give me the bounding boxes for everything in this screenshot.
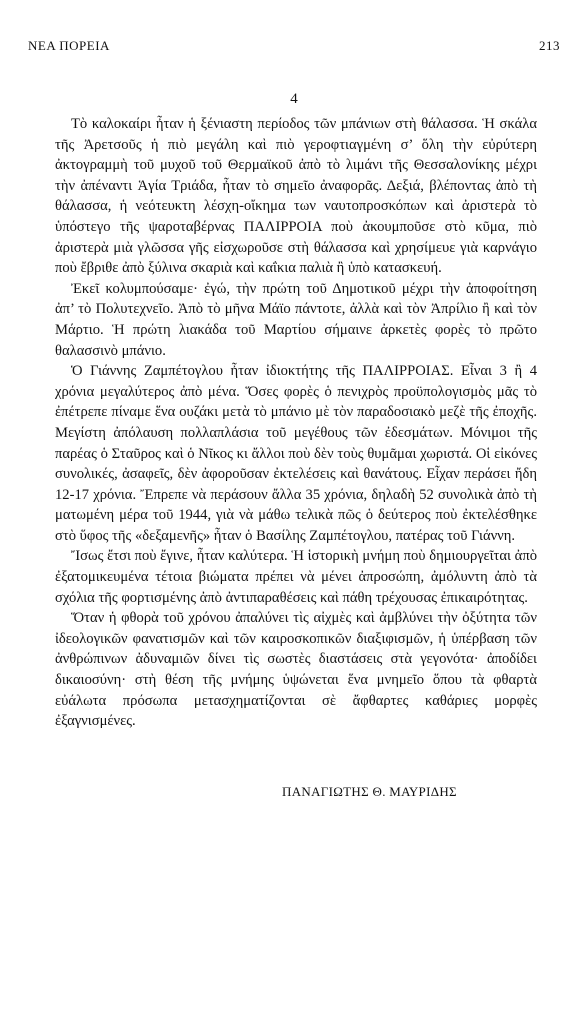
author-signature: ΠΑΝΑΓΙΩΤΗΣ Θ. ΜΑΥΡΙΔΗΣ xyxy=(282,784,457,799)
paragraph: Ἴσως ἔτσι ποὺ ἔγινε, ἦταν καλύτερα. Ἡ ἱστορικὴ μνήμη ποὺ δημιουργεῖται ἀπὸ ἐξατομικευμένα τέτοια βιώματα πρέπει νὰ μένει ἀπροσώπη, ἀμόλυντη ἀπὸ τὰ σχόλια τῆς φορτισμένης ἀπὸ ἀντιπαραθέσεις καὶ πάθη τρέχουσας ἐπικαιρότητας. xyxy=(55,548,537,606)
paragraph: Τὸ καλοκαίρι ἦταν ἡ ξένιαστη περίοδος τῶν μπάνιων στὴ θάλασσα. Ἡ σκάλα τῆς Ἀρετσοῦς ἡ πιὸ μεγάλη καὶ πιὸ γεροφτιαγμένη σ’ ὅλη τὴν εὐρύτερη ἀκτογραμμὴ τοῦ μυχοῦ τοῦ Θερμαϊκοῦ ἀπὸ τὸ λιμάνι τῆς Θεσσαλονίκης μέχρι τὴν ἀπέναντι Ἁγία Τριάδα, ἦταν τὸ σημεῖο ἀναφορᾶς. Δεξιά, βλέποντας ἀπὸ τὴ θάλασσα, ἡ νεότευκτη λέσχη-οἴκημα των ναυτοπροσκόπων καὶ ἀριστερὰ τὸ ὑπόστεγο τῆς ψαροταβέρνας ΠΑΛΙΡΡΟΙΑ ποὺ ἀκουμποῦσε στὸ κῦμα, πιὸ ἀριστερὰ μιὰ γλῶσσα γῆς εἰσχωροῦσε στὴ θάλασσα καὶ χρησίμευε γιὰ καρνάγιο ποὺ ἔβριθε ἀπὸ ξύλινα σκαριὰ καὶ καΐκια παλιὰ ἢ ὑπὸ κατασκευή. xyxy=(55,116,537,277)
page-number: 213 xyxy=(539,38,560,53)
chapter-number: 4 xyxy=(290,91,298,107)
paragraph: Ὁ Γιάννης Ζαμπέτογλου ἦταν ἰδιοκτήτης τῆς ΠΑΛΙΡΡΟΙΑΣ. Εἶναι 3 ἢ 4 χρόνια μεγαλύτερος ἀπὸ μένα. Ὅσες φορὲς ὁ πενιχρὸς προϋπολογισμὸς μᾶς τὸ ἐπέτρεπε πίναμε ἕνα ουζάκι μετὰ τὸ μπάνιο μὲ τὸν παραδοσιακὸ μεζὲ τῆς ἐποχῆς. Μεγίστη ἀπόλαυση πολλαπλάσια τοῦ μεγέθους τῶν ἐδεσμάτων. Μόνιμοι τῆς παρέας ὁ Σταῦρος καὶ ὁ Νῖκος κι ἄλλοι ποὺ δὲν τοὺς θυμᾶμαι χωριστά. Οἱ εἰκόνες συνολικές, ἀσαφεῖς, δὲν ἀφοροῦσαν ἐκτελέσεις καὶ θανάτους. Εἶχαν περάσει ἤδη 12-17 χρόνια. Ἔπρεπε νὰ περάσουν ἄλλα 35 χρόνια, δηλαδὴ 52 συνολικὰ ἀπὸ τὴ ματωμένη μέρα τοῦ 1944, γιὰ νὰ μάθω τελικὰ πῶς ὁ δεύτερος ποὺ ἐκτελέσθηκε στὸ ὕφος τῆς «δεξαμενῆς» ἦταν ὁ Βασίλης Ζαμπέτογλου, πατέρας τοῦ Γιάννη. xyxy=(55,363,537,544)
paragraph: Ὅταν ἡ φθορὰ τοῦ χρόνου ἀπαλύνει τὶς αἰχμὲς καὶ ἀμβλύνει τὴν ὀξύτητα τῶν ἰδεολογικῶν φανατισμῶν καὶ τῶν καιροσκοπικῶν διαξιφισμῶν, ἡ ὑπέρβαση τῶν ἀνθρώπινων ἀδυναμιῶν δίνει τὶς σωστὲς διαστάσεις στὰ γεγονότα· ἀποδίδει δικαιοσύνη· στὴ θέση τῆς μνήμης ὑψώνεται ἕνα μνημεῖο ὅπου τὰ φθαρτὰ εὐάλωτα πρόσωπα μετασχηματίζονται σὲ ἄφθαρτες καθάριες μορφὲς ἐξαγνισμένες. xyxy=(55,610,537,730)
paragraph: Ἐκεῖ κολυμπούσαμε· ἐγώ, τὴν πρώτη τοῦ Δημοτικοῦ μέχρι τὴν ἀποφοίτηση ἀπ’ τὸ Πολυτεχνεῖο. Ἀπὸ τὸ μῆνα Μάϊο πάντοτε, ἀλλὰ καὶ τὸν Ἀπρίλιο ἢ καὶ τὸν Μάρτιο. Ἡ πρώτη λιακάδα τοῦ Μαρτίου σήμαινε ἀρκετὲς φορὲς τὸ πρῶτο θαλασσινὸ μπάνιο. xyxy=(55,280,537,359)
running-title: ΝΕΑ ΠΟΡΕΙΑ xyxy=(28,38,110,53)
body-text xyxy=(55,114,537,732)
page-header xyxy=(28,38,560,54)
